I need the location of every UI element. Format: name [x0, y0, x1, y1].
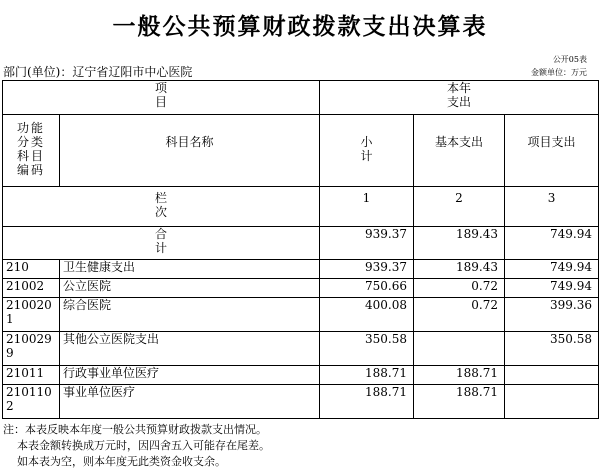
row-name: 事业单位医疗 [60, 385, 320, 419]
func-code-header: 功能分类科目编码 [3, 115, 60, 187]
row-project: 749.94 [505, 279, 599, 298]
col-index-3: 3 [505, 187, 599, 227]
column-label: 栏次 [3, 187, 320, 227]
table-row [3, 385, 599, 419]
notes [3, 422, 270, 470]
note-line: 注：本表反映本年度一般公共预算财政拨款支出情况。 [3, 423, 267, 436]
project-header: 项目支出 [505, 115, 599, 187]
row-project [505, 385, 599, 419]
row-basic: 188.71 [414, 366, 505, 385]
total-basic: 189.43 [414, 227, 505, 260]
subject-name-header: 科目名称 [60, 115, 320, 187]
row-basic: 0.72 [414, 279, 505, 298]
amount-unit: 金额单位：万元 [531, 68, 587, 77]
row-subtotal: 350.58 [320, 332, 414, 366]
note-line: 本表金额转换成万元时，因四舍五入可能存在尾差。 [3, 439, 270, 452]
table-row [3, 366, 599, 385]
row-code: 210 [3, 260, 60, 279]
total-project: 749.94 [505, 227, 599, 260]
column-index-row [3, 187, 599, 227]
row-name: 公立医院 [60, 279, 320, 298]
current-year-header: 本年支出 [320, 81, 599, 115]
row-project: 350.58 [505, 332, 599, 366]
row-code: 210020 1 [3, 298, 60, 332]
col-index-1: 1 [320, 187, 414, 227]
table-row [3, 260, 599, 279]
row-name: 卫生健康支出 [60, 260, 320, 279]
row-subtotal: 400.08 [320, 298, 414, 332]
form-code: 公开05表 [552, 55, 587, 64]
row-basic: 189.43 [414, 260, 505, 279]
row-name: 行政事业单位医疗 [60, 366, 320, 385]
row-subtotal: 188.71 [320, 366, 414, 385]
row-subtotal: 939.37 [320, 260, 414, 279]
row-name: 综合医院 [60, 298, 320, 332]
row-code: 210029 9 [3, 332, 60, 366]
note-line: 如本表为空，则本年度无此类资金收支余。 [3, 455, 226, 468]
header-row-2 [3, 115, 599, 187]
row-code: 21011 [3, 366, 60, 385]
item-header: 项目 [3, 81, 320, 115]
row-code: 21002 [3, 279, 60, 298]
row-name: 其他公立医院支出 [60, 332, 320, 366]
row-subtotal: 750.66 [320, 279, 414, 298]
total-row [3, 227, 599, 260]
table-row [3, 298, 599, 332]
row-basic: 0.72 [414, 298, 505, 332]
row-project: 399.36 [505, 298, 599, 332]
report-title: 一般公共预算财政拨款支出决算表 [112, 14, 488, 40]
row-basic: 188.71 [414, 385, 505, 419]
row-project: 749.94 [505, 260, 599, 279]
row-project [505, 366, 599, 385]
row-code: 210110 2 [3, 385, 60, 419]
subtotal-header: 小计 [320, 115, 414, 187]
table-row [3, 279, 599, 298]
row-subtotal: 188.71 [320, 385, 414, 419]
total-label: 合计 [3, 227, 320, 260]
row-basic [414, 332, 505, 366]
table-row [3, 332, 599, 366]
col-index-2: 2 [414, 187, 505, 227]
basic-header: 基本支出 [414, 115, 505, 187]
expenditure-table [2, 80, 599, 419]
total-subtotal: 939.37 [320, 227, 414, 260]
header-row-1 [3, 81, 599, 115]
department-label: 部门(单位)：辽宁省辽阳市中心医院 [3, 65, 193, 79]
